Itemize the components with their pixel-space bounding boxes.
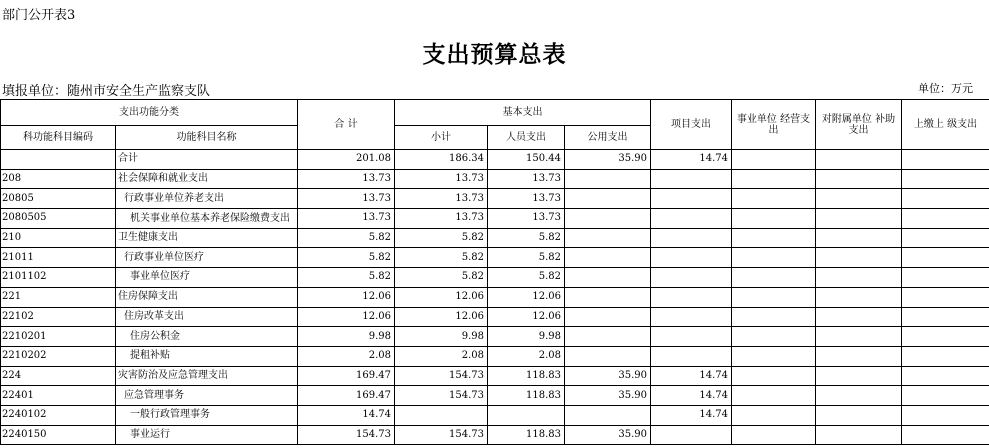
cell-empty: [816, 287, 902, 307]
header-subsidy: 对附属单位 补助支出: [816, 100, 902, 150]
cell-public: [565, 346, 651, 366]
table-row: [1, 150, 989, 170]
cell-personnel: 118.83: [488, 425, 565, 445]
table-row: [1, 228, 989, 248]
table-row: [1, 346, 989, 366]
cell-empty: [902, 169, 989, 189]
cell-subtotal: 154.73: [395, 386, 488, 406]
table-row: [1, 386, 989, 406]
cell-empty: [732, 189, 816, 209]
cell-personnel: 5.82: [488, 248, 565, 268]
cell-total: 9.98: [298, 327, 395, 347]
page-title: 支出预算总表: [422, 42, 567, 68]
cell-empty: [902, 327, 989, 347]
cell-name: 行政事业单位医疗: [116, 248, 298, 268]
cell-total: 5.82: [298, 268, 395, 288]
cell-public: [565, 169, 651, 189]
cell-public: [565, 307, 651, 327]
header-project: 项目支出: [651, 100, 732, 150]
cell-empty: [902, 307, 989, 327]
cell-name: 卫生健康支出: [116, 228, 298, 248]
cell-total: 169.47: [298, 366, 395, 386]
cell-empty: [816, 386, 902, 406]
cell-empty: [816, 248, 902, 268]
cell-code: 210: [1, 228, 116, 248]
cell-empty: [902, 189, 989, 209]
cell-empty: [816, 366, 902, 386]
cell-project: 14.74: [651, 366, 732, 386]
cell-code: 22102: [1, 307, 116, 327]
cell-public: 35.90: [565, 150, 651, 170]
cell-empty: [902, 268, 989, 288]
cell-project: [651, 287, 732, 307]
header-func-class: 支出功能分类: [1, 100, 298, 126]
cell-empty: [902, 366, 989, 386]
reporting-unit: 填报单位：随州市安全生产监察支队: [2, 84, 211, 99]
cell-public: [565, 209, 651, 229]
cell-personnel: 5.82: [488, 228, 565, 248]
cell-personnel: 118.83: [488, 386, 565, 406]
cell-empty: [732, 405, 816, 425]
cell-name: 事业单位医疗: [116, 268, 298, 288]
header-public: 公用支出: [565, 126, 651, 150]
table-row: [1, 425, 989, 445]
cell-code: 208: [1, 169, 116, 189]
cell-total: 12.06: [298, 307, 395, 327]
cell-public: 35.90: [565, 425, 651, 445]
cell-name: 住房改革支出: [116, 307, 298, 327]
cell-code: 2210201: [1, 327, 116, 347]
cell-empty: [816, 189, 902, 209]
cell-subtotal: 5.82: [395, 268, 488, 288]
cell-empty: [816, 268, 902, 288]
cell-empty: [732, 248, 816, 268]
cell-empty: [732, 307, 816, 327]
cell-empty: [902, 228, 989, 248]
cell-total: 5.82: [298, 228, 395, 248]
cell-personnel: 5.82: [488, 268, 565, 288]
cell-empty: [732, 268, 816, 288]
cell-public: [565, 248, 651, 268]
cell-name: 行政事业单位养老支出: [116, 189, 298, 209]
cell-project: [651, 209, 732, 229]
cell-project: [651, 189, 732, 209]
header-total: 合 计: [298, 100, 395, 150]
cell-personnel: 13.73: [488, 209, 565, 229]
cell-public: 35.90: [565, 386, 651, 406]
cell-subtotal: 9.98: [395, 327, 488, 347]
cell-personnel: 13.73: [488, 169, 565, 189]
cell-subtotal: 154.73: [395, 425, 488, 445]
cell-empty: [816, 425, 902, 445]
cell-empty: [902, 405, 989, 425]
table-row: [1, 268, 989, 288]
cell-project: [651, 268, 732, 288]
cell-name: 提租补贴: [116, 346, 298, 366]
cell-empty: [732, 346, 816, 366]
cell-code: 22401: [1, 386, 116, 406]
cell-total: 13.73: [298, 189, 395, 209]
cell-empty: [902, 150, 989, 170]
cell-empty: [902, 287, 989, 307]
cell-public: [565, 189, 651, 209]
cell-code: 2101102: [1, 268, 116, 288]
cell-total: 13.73: [298, 209, 395, 229]
cell-public: [565, 327, 651, 347]
cell-empty: [816, 346, 902, 366]
cell-subtotal: 154.73: [395, 366, 488, 386]
cell-name: 机关事业单位基本养老保险缴费支出: [116, 209, 298, 229]
cell-public: 35.90: [565, 366, 651, 386]
cell-code: 224: [1, 366, 116, 386]
table-row: [1, 189, 989, 209]
cell-code: 2210202: [1, 346, 116, 366]
cell-empty: [732, 386, 816, 406]
cell-code: [1, 150, 116, 170]
currency-unit: 单位：万元: [918, 82, 973, 95]
table-row: [1, 366, 989, 386]
header-basic: 基本支出: [395, 100, 651, 126]
cell-total: 154.73: [298, 425, 395, 445]
cell-project: [651, 169, 732, 189]
cell-personnel: 9.98: [488, 327, 565, 347]
cell-empty: [816, 327, 902, 347]
table-row: [1, 287, 989, 307]
cell-name: 合计: [116, 150, 298, 170]
cell-empty: [902, 346, 989, 366]
table-row: [1, 169, 989, 189]
cell-code: 21011: [1, 248, 116, 268]
cell-name: 事业运行: [116, 425, 298, 445]
cell-personnel: 2.08: [488, 346, 565, 366]
header-code: 科功能科目编码: [1, 126, 116, 150]
header-enterprise: 事业单位 经营支出: [732, 100, 816, 150]
cell-project: [651, 248, 732, 268]
cell-subtotal: 13.73: [395, 209, 488, 229]
cell-empty: [902, 386, 989, 406]
cell-personnel: 150.44: [488, 150, 565, 170]
cell-project: 14.74: [651, 386, 732, 406]
cell-project: [651, 327, 732, 347]
budget-table: [0, 99, 989, 445]
cell-subtotal: 13.73: [395, 189, 488, 209]
cell-project: [651, 346, 732, 366]
table-row: [1, 307, 989, 327]
cell-empty: [732, 150, 816, 170]
cell-name: 社会保障和就业支出: [116, 169, 298, 189]
header-name: 功能科目名称: [116, 126, 298, 150]
cell-project: [651, 425, 732, 445]
cell-code: 2240150: [1, 425, 116, 445]
cell-public: [565, 405, 651, 425]
cell-empty: [816, 209, 902, 229]
table-body: [1, 150, 989, 445]
cell-subtotal: 2.08: [395, 346, 488, 366]
cell-empty: [816, 150, 902, 170]
cell-empty: [902, 425, 989, 445]
cell-name: 应急管理事务: [116, 386, 298, 406]
cell-code: 20805: [1, 189, 116, 209]
cell-personnel: 118.83: [488, 366, 565, 386]
cell-project: [651, 307, 732, 327]
cell-code: 2080505: [1, 209, 116, 229]
cell-name: 灾害防治及应急管理支出: [116, 366, 298, 386]
cell-code: 221: [1, 287, 116, 307]
cell-project: 14.74: [651, 150, 732, 170]
cell-total: 2.08: [298, 346, 395, 366]
cell-total: 201.08: [298, 150, 395, 170]
table-row: [1, 405, 989, 425]
cell-personnel: 13.73: [488, 189, 565, 209]
cell-subtotal: 5.82: [395, 228, 488, 248]
cell-empty: [816, 169, 902, 189]
cell-empty: [902, 209, 989, 229]
cell-empty: [732, 209, 816, 229]
cell-subtotal: 5.82: [395, 248, 488, 268]
cell-subtotal: [395, 405, 488, 425]
cell-subtotal: 12.06: [395, 307, 488, 327]
cell-project: [651, 228, 732, 248]
cell-empty: [732, 169, 816, 189]
cell-total: 14.74: [298, 405, 395, 425]
cell-empty: [732, 425, 816, 445]
cell-name: 住房保障支出: [116, 287, 298, 307]
header-personnel: 人员支出: [488, 126, 565, 150]
table-row: [1, 327, 989, 347]
header-upper: 上缴上 级支出: [902, 100, 989, 150]
cell-total: 12.06: [298, 287, 395, 307]
cell-total: 13.73: [298, 169, 395, 189]
cell-empty: [732, 287, 816, 307]
cell-subtotal: 12.06: [395, 287, 488, 307]
cell-name: 住房公积金: [116, 327, 298, 347]
cell-total: 169.47: [298, 386, 395, 406]
header-subtotal: 小计: [395, 126, 488, 150]
cell-personnel: 12.06: [488, 287, 565, 307]
cell-empty: [732, 327, 816, 347]
cell-personnel: [488, 405, 565, 425]
cell-subtotal: 13.73: [395, 169, 488, 189]
cell-empty: [732, 228, 816, 248]
table-row: [1, 209, 989, 229]
cell-subtotal: 186.34: [395, 150, 488, 170]
cell-code: 2240102: [1, 405, 116, 425]
cell-public: [565, 228, 651, 248]
cell-public: [565, 268, 651, 288]
cell-personnel: 12.06: [488, 307, 565, 327]
table-row: [1, 248, 989, 268]
cell-empty: [816, 228, 902, 248]
cell-empty: [816, 405, 902, 425]
cell-empty: [732, 366, 816, 386]
cell-empty: [816, 307, 902, 327]
cell-public: [565, 287, 651, 307]
cell-name: 一般行政管理事务: [116, 405, 298, 425]
cell-empty: [902, 248, 989, 268]
cell-project: 14.74: [651, 405, 732, 425]
document-label: 部门公开表3: [2, 8, 76, 23]
cell-total: 5.82: [298, 248, 395, 268]
